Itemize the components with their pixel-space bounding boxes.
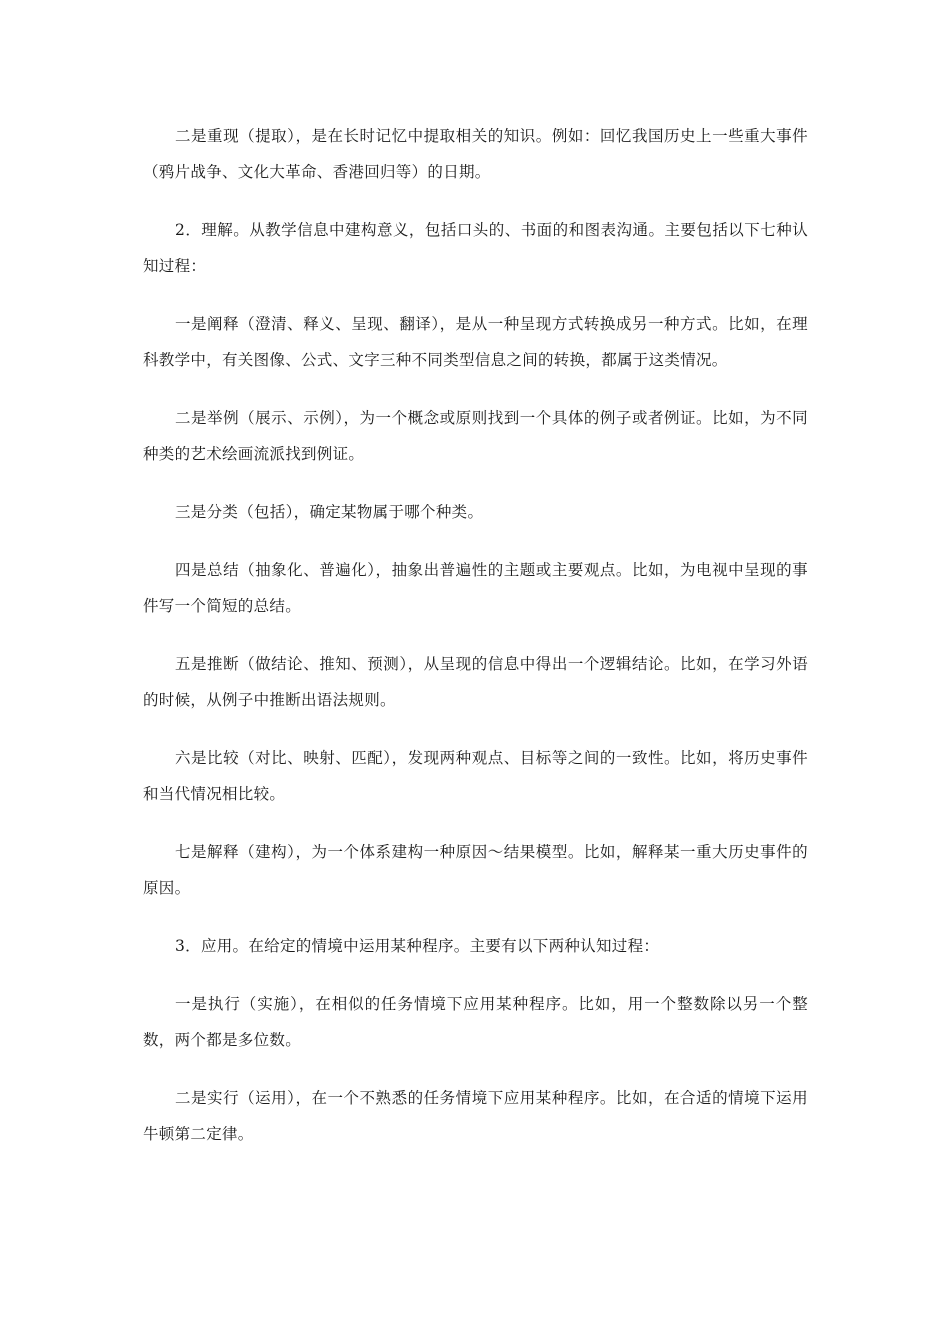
paragraph-executing: 一是执行（实施），在相似的任务情境下应用某种程序。比如，用一个整数除以另一个整数，两个都是多位数。 [143, 995, 808, 1049]
paragraph-inferring: 五是推断（做结论、推知、预测），从呈现的信息中得出一个逻辑结论。比如，在学习外语的时候，从例子中推断出语法规则。 [143, 655, 808, 709]
paragraph-recall: 二是重现（提取），是在长时记忆中提取相关的知识。例如：回忆我国历史上一些重大事件（鸦片战争、文化大革命、香港回归等）的日期。 [143, 127, 808, 181]
paragraph-summarizing: 四是总结（抽象化、普遍化），抽象出普遍性的主题或主要观点。比如，为电视中呈现的事件写一个简短的总结。 [143, 561, 808, 615]
paragraph-classifying: 三是分类（包括），确定某物属于哪个种类。 [175, 503, 484, 521]
paragraph-understand-heading: 2．理解。从教学信息中建构意义，包括口头的、书面的和图表沟通。主要包括以下七种认知过程： [143, 221, 808, 275]
paragraph-implementing: 二是实行（运用），在一个不熟悉的任务情境下应用某种程序。比如，在合适的情境下运用牛顿第二定律。 [143, 1089, 808, 1143]
paragraph-comparing: 六是比较（对比、映射、匹配），发现两种观点、目标等之间的一致性。比如，将历史事件和当代情况相比较。 [143, 749, 808, 803]
paragraph-exemplifying: 二是举例（展示、示例），为一个概念或原则找到一个具体的例子或者例证。比如，为不同种类的艺术绘画流派找到例证。 [143, 409, 808, 463]
document-body [143, 118, 808, 1174]
paragraph-apply-heading: 3．应用。在给定的情境中运用某种程序。主要有以下两种认知过程： [175, 937, 660, 955]
paragraph-explaining: 七是解释（建构），为一个体系建构一种原因～结果模型。比如，解释某一重大历史事件的原因。 [143, 843, 808, 897]
paragraph-interpreting: 一是阐释（澄清、释义、呈现、翻译），是从一种呈现方式转换成另一种方式。比如，在理科教学中，有关图像、公式、文字三种不同类型信息之间的转换，都属于这类情况。 [143, 315, 808, 369]
